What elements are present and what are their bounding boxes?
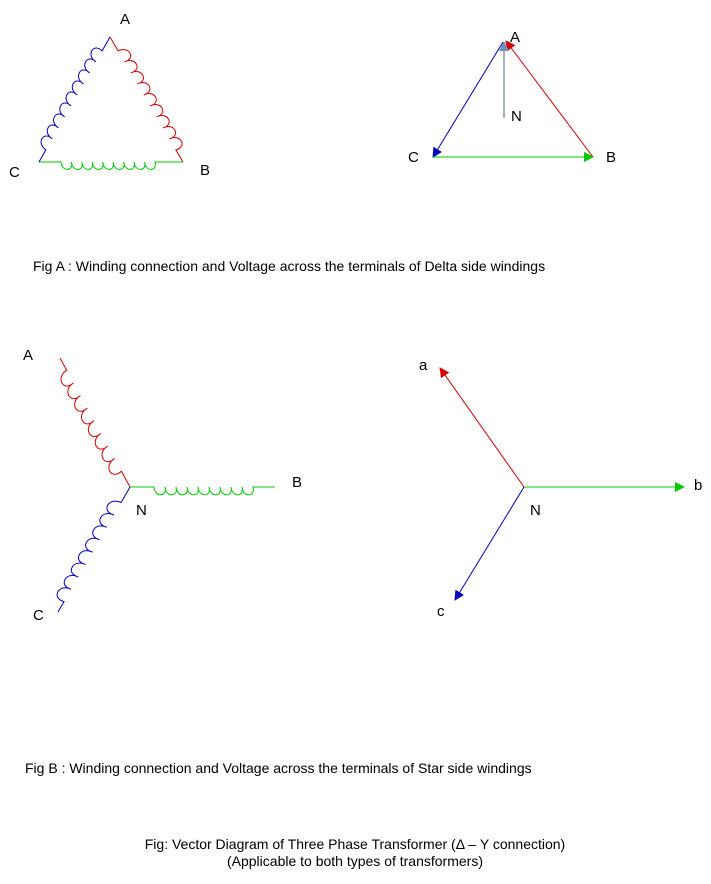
delta-winding-label-a: A xyxy=(120,11,131,28)
delta-winding-ab-coil xyxy=(110,37,183,162)
star-vector-label-n: N xyxy=(530,502,541,519)
delta-vector-label-n: N xyxy=(511,108,522,125)
delta-vector-diagram xyxy=(408,29,616,166)
star-winding-c-coil xyxy=(57,487,130,612)
fig-a-caption: Fig A : Winding connection and Voltage across the terminals of Delta side windings xyxy=(33,258,546,274)
coil-path xyxy=(57,487,130,612)
footer-title: Fig: Vector Diagram of Three Phase Transformer (Δ – Y connection) xyxy=(144,836,566,852)
delta-vector-ca-arrow xyxy=(433,42,503,157)
delta-vector-label-c: C xyxy=(408,149,419,166)
delta-winding-label-c: C xyxy=(9,164,20,181)
coil-path xyxy=(39,37,110,162)
delta-winding-diagram xyxy=(9,11,210,181)
star-winding-label-c: C xyxy=(33,607,44,624)
star-vector-diagram xyxy=(419,357,702,620)
star-vector-c-arrow xyxy=(455,487,524,600)
coil-path xyxy=(110,37,183,162)
star-winding-b-coil xyxy=(130,487,275,495)
fig-b-caption: Fig B : Winding connection and Voltage across the terminals of Star side windings xyxy=(25,760,532,776)
star-vector-label-c: c xyxy=(437,603,445,620)
coil-path xyxy=(130,487,275,495)
coil-path xyxy=(39,162,183,169)
star-winding-label-n: N xyxy=(136,502,147,519)
footer-subtitle: (Applicable to both types of transformers) xyxy=(226,853,484,869)
coil-path xyxy=(60,358,130,487)
delta-winding-label-b: B xyxy=(200,162,211,179)
delta-vector-ab-arrow xyxy=(506,41,593,157)
star-winding-label-b: B xyxy=(292,474,303,491)
star-vector-a-arrow xyxy=(440,368,524,487)
star-winding-label-a: A xyxy=(23,347,34,364)
star-vector-label-b: b xyxy=(694,477,703,494)
delta-vector-label-b: B xyxy=(606,149,617,166)
delta-winding-bc-coil xyxy=(39,162,183,169)
star-winding-a-coil xyxy=(60,358,130,487)
delta-vector-label-a: A xyxy=(510,29,521,46)
star-vector-label-a: a xyxy=(419,357,428,374)
star-winding-diagram xyxy=(23,347,302,624)
delta-winding-ca-coil xyxy=(39,37,110,162)
